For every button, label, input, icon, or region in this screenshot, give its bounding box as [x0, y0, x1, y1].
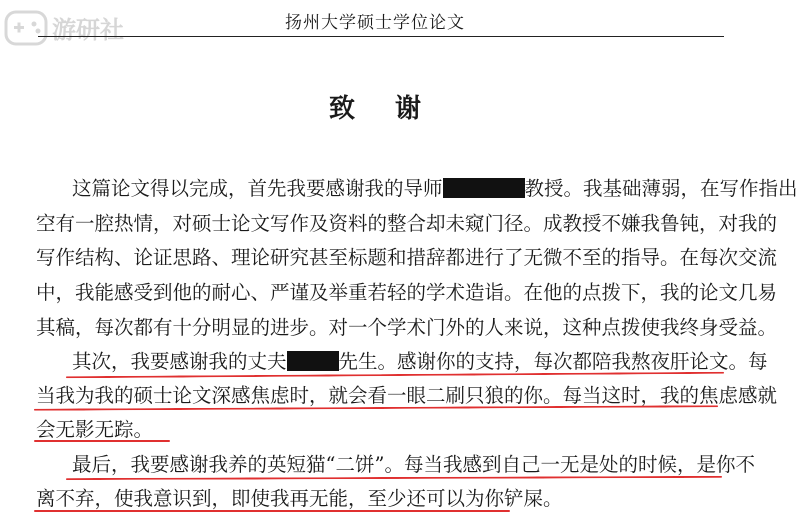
- redaction-block: [443, 178, 525, 198]
- text-segment: 教授。我基础薄弱，在写作指出: [524, 177, 798, 200]
- text-segment: 先生。感谢你的支持，每次都陪我熬夜肝论文。每: [338, 350, 768, 373]
- paragraph-1-line-3: 写作结构、论证思路、理论研究甚至标题和措辞都进行了无微不至的指导。在每次交流: [36, 246, 778, 269]
- text-segment: 这篇论文得以完成，首先我要感谢我的导师: [72, 177, 443, 200]
- red-underline: [34, 440, 170, 442]
- header-rule: [38, 36, 724, 37]
- running-header: 扬州大学硕士学位论文: [285, 13, 465, 33]
- paragraph-2-line-3: 会无影无踪。: [36, 418, 154, 441]
- text-segment: 其次，我要感谢我的丈夫: [72, 350, 287, 373]
- paragraph-2-line-2: 当我为我的硕士论文深感焦虑时，就会看一眼二刷只狼的你。每当这时，我的焦虑感就: [36, 384, 778, 407]
- paragraph-3-line-2: 离不弃，使我意识到，即使我再无能，至少还可以为你铲屎。: [36, 487, 563, 510]
- paragraph-1-line-4: 中，我能感受到他的耐心、严谨及举重若轻的学术造诣。在他的点拨下，我的论文几易: [36, 281, 778, 304]
- paragraph-1-line-1: [72, 177, 798, 201]
- page-title: 致谢: [328, 94, 461, 124]
- redaction-block: [287, 351, 339, 371]
- red-underline: [34, 510, 510, 512]
- paragraph-2-line-1: [72, 350, 768, 374]
- watermark-text: 游研社: [52, 16, 124, 44]
- paragraph-1-line-5: 其稿，每次都有十分明显的进步。对一个学术门外的人来说，这种点拨使我终身受益。: [36, 316, 778, 339]
- paragraph-1-line-2: 空有一腔热情，对硕士论文写作及资料的整合却未窥门径。成教授不嫌我鲁钝，对我的: [36, 212, 778, 235]
- paragraph-3-line-1: 最后，我要感谢我养的英短猫“二饼”。每当我感到自己一无是处的时候，是你不: [72, 453, 755, 476]
